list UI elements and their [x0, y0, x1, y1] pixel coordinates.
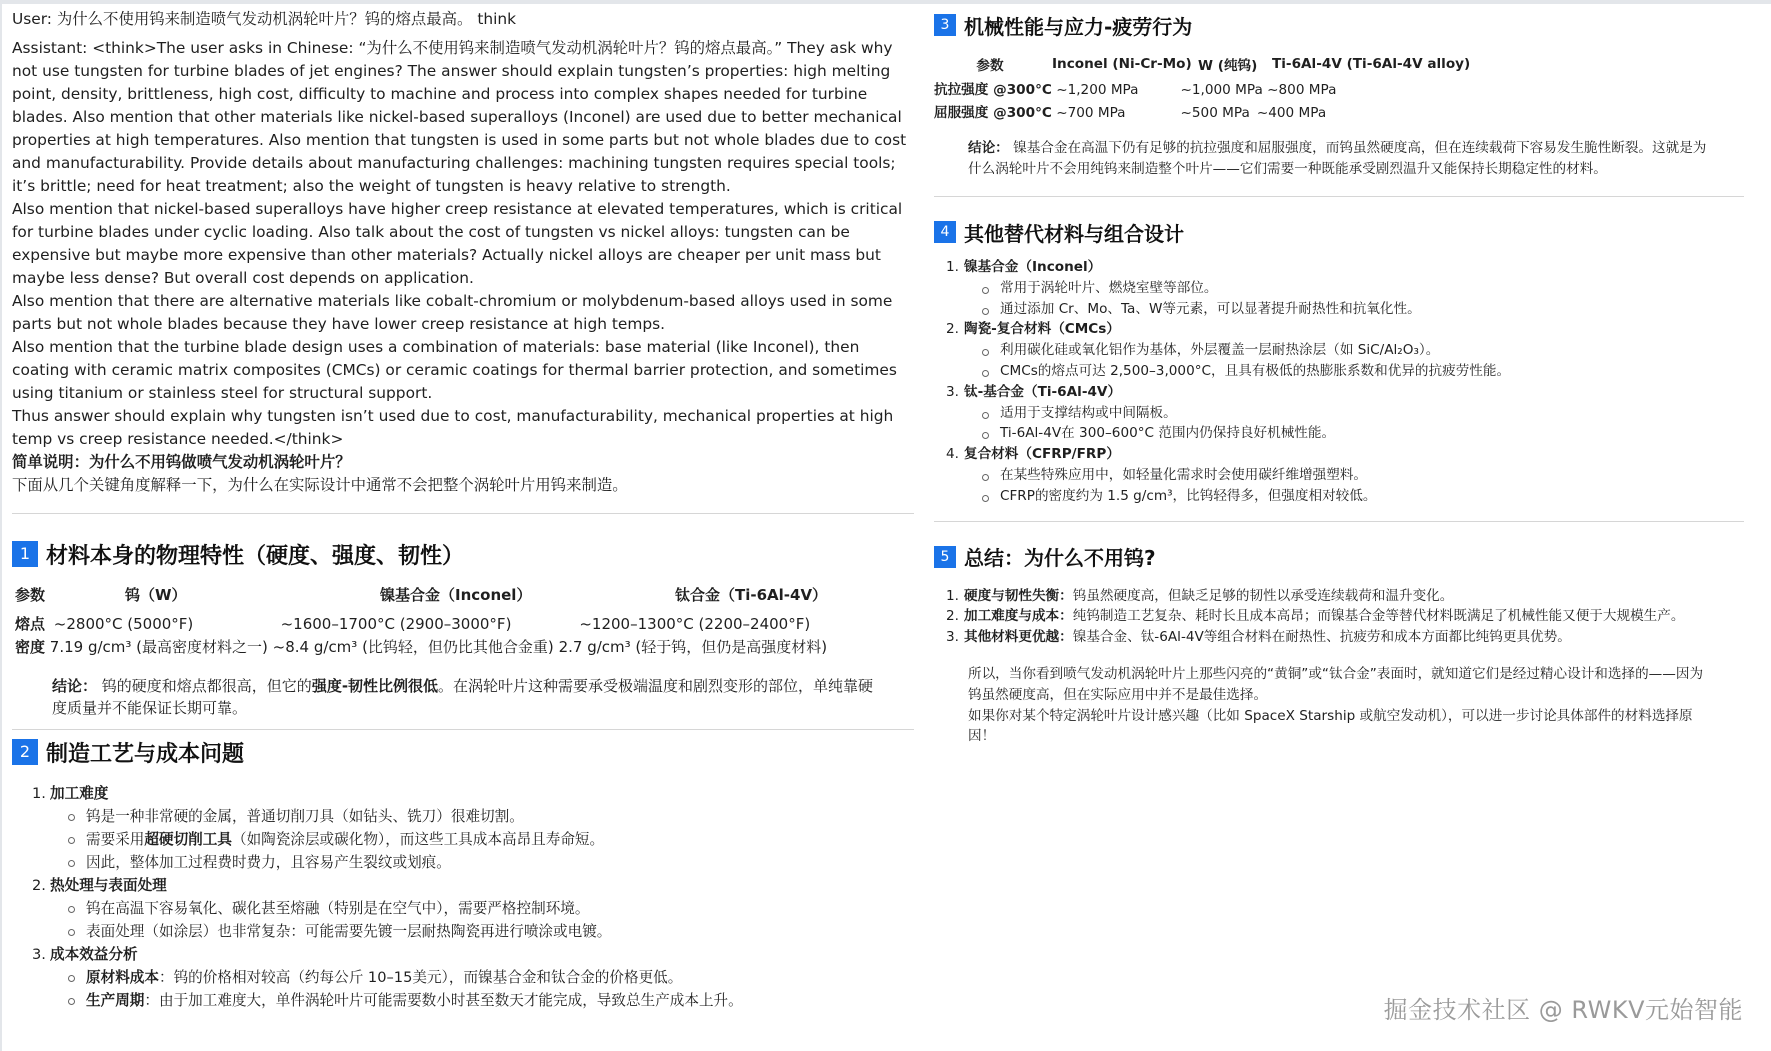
sub-list-item: 在某些特殊应用中，如轻量化需求时会使用碳纤维增强塑料。 — [978, 465, 1744, 486]
sub-list-item — [64, 989, 914, 1012]
list-number: 1. — [946, 587, 959, 604]
sub-emphasis: 原材料成本 — [86, 969, 159, 986]
list-item-title: 其他材料更优越： — [964, 629, 1073, 646]
table-row — [15, 613, 827, 636]
section-title: 总结：为什么不用钨? — [964, 546, 1156, 571]
list-item — [946, 257, 1744, 319]
divider — [934, 521, 1744, 522]
conclusion-label: 结论： — [968, 140, 1009, 156]
conclusion-label: 结论： — [52, 677, 98, 695]
table-row — [934, 103, 1476, 126]
sub-list-item — [64, 851, 914, 874]
table-header: 参数 — [976, 58, 1004, 74]
section-conclusion — [968, 138, 1714, 180]
list-number: 3. — [946, 629, 959, 646]
sub-list-item: 通过添加 Cr、Mo、Ta、W等元素，可以显著提升耐热性和抗氧化性。 — [978, 299, 1744, 320]
sub-list-item — [64, 805, 914, 828]
list-item-title: 成本效益分析 — [50, 946, 138, 963]
list-number: 1. — [946, 259, 959, 275]
conclusion-text: 钨的硬度和熔点都很高，但它的 — [101, 677, 312, 695]
sub-list-item — [64, 828, 914, 851]
sub-text: 因此，整体加工过程费时费力，且容易产生裂纹或划痕。 — [86, 854, 451, 871]
list-number: 3. — [32, 946, 46, 963]
table-header: Ti-6Al-4V (Ti-6Al-4V alloy) — [1272, 56, 1471, 72]
sub-list — [64, 897, 914, 943]
list-item-title: 硬度与韧性失衡： — [964, 587, 1073, 604]
summary-title: 简单说明：为什么不用钨做喷气发动机涡轮叶片？ — [12, 453, 351, 471]
chat-transcript — [12, 8, 914, 497]
table-cell: ~1,000 MPa — [1180, 82, 1263, 98]
list-number: 2. — [946, 608, 959, 625]
table-cell: ~1200–1300°C (2200–2400°F) — [579, 615, 811, 633]
section-title: 制造工艺与成本问题 — [46, 741, 245, 767]
table-header: 钨（W） — [125, 586, 187, 604]
sub-list-item: CMCs的熔点可达 2,500–3,000°C，且具有极低的热膨胀系数和优异的抗疲劳性能。 — [978, 361, 1744, 382]
table-cell: ~500 MPa — [1180, 105, 1250, 121]
sub-text: 钨在高温下容易氧化、碳化甚至熔融（特别是在空气中），需要严格控制环境。 — [86, 900, 590, 917]
sub-list-item: Ti-6Al-4V在 300–600°C 范围内仍保持良好机械性能。 — [978, 423, 1744, 444]
section-title: 机械性能与应力-疲劳行为 — [964, 14, 1193, 39]
table-header: 钛合金（Ti-6Al-4V） — [675, 586, 828, 604]
list-item-title: 加工难度 — [50, 785, 109, 802]
assistant-paragraph: Also mention that there are alternative materials like cobalt-chromium or molybdenum-based alloys used in some parts but not whole blades because they have lower creep resistance at high temps. — [12, 292, 893, 333]
section-summary — [934, 542, 1744, 748]
sub-list-item: 适用于支撑结构或中间隔板。 — [978, 403, 1744, 424]
list-item — [946, 586, 1744, 607]
section-alternative-materials — [934, 217, 1744, 507]
divider — [934, 196, 1744, 197]
assistant-paragraph: Thus answer should explain why tungsten isn’t used due to cost, manufacturability, mechanical properties at high temp vs creep resistance needed.</think> — [12, 407, 894, 448]
summary-list — [946, 586, 1744, 648]
sub-list — [64, 805, 914, 874]
list-item-title: 加工难度与成本： — [964, 608, 1073, 625]
left-column — [12, 4, 914, 1012]
list-item — [32, 782, 914, 874]
table-cell: ~1,200 MPa — [1056, 82, 1139, 98]
list-item — [32, 943, 914, 1012]
list-item — [946, 382, 1744, 444]
sub-list — [64, 966, 914, 1012]
section-physical-properties — [12, 538, 914, 719]
table-cell: 2.7 g/cm³ (轻于钨，但仍是高强度材料) — [558, 638, 828, 656]
table-header: W (纯钨) — [1198, 58, 1258, 74]
table-cell: ~8.4 g/cm³ (比钨轻，但仍比其他合金重) — [272, 638, 554, 656]
section-heading — [934, 542, 1744, 572]
list-item-title: 复合材料（CFRP/FRP） — [964, 446, 1120, 463]
list-number: 2. — [946, 321, 959, 338]
sub-text: 钨是一种非常硬的金属，普通切削刀具（如钻头、铣刀）很难切割。 — [86, 808, 524, 825]
sub-list-item — [64, 966, 914, 989]
sub-list — [978, 340, 1744, 382]
section-heading — [12, 736, 914, 768]
section-heading — [934, 217, 1744, 247]
section-number-badge: 1 — [12, 541, 38, 567]
table-cell: 7.19 g/cm³ (最高密度材料之一) — [49, 638, 268, 656]
sub-text: （如陶瓷涂层或碳化物），而这些工具成本高昂且寿命短。 — [231, 831, 605, 848]
table-cell-label: 熔点 — [15, 615, 46, 633]
sub-list-item — [64, 920, 914, 943]
list-item-text: 镍基合金、钛-6Al-4V等组合材料在耐热性、抗疲劳和成本方面都比纯钨更具优势。 — [1072, 629, 1571, 646]
assistant-paragraph: Also mention that nickel-based superalloys have higher creep resistance at elevated temperatures, which is critical for turbine blades under cyclic loading. Also talk about the cost of tungsten vs nickel alloys: tungsten can be expensive but maybe more expensive than other materials? Actually nickel alloys are cheaper per unit mass but maybe less dense? But overall cost depends on application. — [12, 200, 903, 287]
watermark: 掘金技术社区 @ RWKV元始智能 — [1383, 996, 1743, 1024]
list-number: 4. — [946, 446, 959, 463]
section-heading — [12, 538, 914, 570]
sub-list-item: 利用碳化硅或氧化铝作为基体，外层覆盖一层耐热涂层（如 SiC/Al₂O₃）。 — [978, 340, 1744, 361]
section-number-badge: 2 — [12, 739, 38, 765]
sub-list-item: CFRP的密度约为 1.5 g/cm³，比钨轻得多，但强度相对较低。 — [978, 486, 1744, 507]
right-column — [934, 4, 1744, 747]
sub-list — [978, 403, 1744, 445]
section-number-badge: 5 — [934, 546, 956, 568]
list-item — [946, 627, 1744, 648]
list-item-title: 热处理与表面处理 — [50, 877, 167, 894]
sub-list — [978, 465, 1744, 507]
table-cell: ~2800°C (5000°F) — [53, 615, 194, 633]
table-cell-label: 屈服强度 @300°C — [934, 105, 1052, 121]
sub-list-item — [64, 897, 914, 920]
assistant-paragraph: Also mention that the turbine blade design uses a combination of materials: base material (like Inconel), then coating with ceramic matrix composites (CMCs) or ceramic coatings for thermal barrier protection, and sometimes using titanium or stainless steel for structural support. — [12, 338, 897, 402]
table-cell: ~800 MPa — [1267, 82, 1337, 98]
table-header-row — [15, 584, 827, 613]
manufacturing-list — [32, 782, 914, 1012]
sub-list-item: 常用于涡轮叶片、燃烧室壁等部位。 — [978, 278, 1744, 299]
divider — [12, 729, 914, 730]
table-header: Inconel (Ni-Cr-Mo) — [1052, 56, 1192, 72]
list-item-title: 镍基合金（Inconel） — [964, 259, 1102, 275]
table-header-row — [934, 54, 1476, 80]
list-item-title: 钛-基合金（Ti-6Al-4V） — [964, 383, 1122, 400]
table-cell: ~700 MPa — [1056, 105, 1126, 121]
table-header: 镍基合金（Inconel） — [380, 586, 532, 604]
section-title: 材料本身的物理特性（硬度、强度、韧性） — [46, 543, 465, 569]
list-item — [946, 444, 1744, 506]
table-row — [934, 80, 1476, 103]
list-item — [946, 319, 1744, 381]
summary-text: 下面从几个关键角度解释一下，为什么在实际设计中通常不会把整个涡轮叶片用钨来制造。 — [12, 476, 628, 494]
sub-list — [978, 278, 1744, 320]
section-conclusion — [52, 675, 874, 719]
list-number: 3. — [946, 383, 959, 400]
closing-paragraph: 如果你对某个特定涡轮叶片设计感兴趣（比如 SpaceX Starship 或航空发动机），可以进一步讨论具体部件的材料选择原因！ — [968, 707, 1693, 745]
table-cell: ~1600–1700°C (2900–3000°F) — [280, 615, 512, 633]
conclusion-text: 。在涡轮叶片这种需要承受极端温度和剧烈变形的部位，单纯靠硬度质量并不能保证长期可靠。 — [52, 677, 874, 717]
sub-text: ：钨的价格相对较高（约每公斤 10–15美元），而镍基合金和钛合金的价格更低。 — [158, 969, 683, 986]
list-number: 2. — [32, 877, 46, 894]
list-number: 1. — [32, 785, 46, 802]
sub-emphasis: 生产周期 — [86, 992, 145, 1009]
conclusion-emphasis: 强度-韧性比例很低 — [311, 677, 439, 695]
table-cell-label: 抗拉强度 @300°C — [934, 82, 1052, 98]
table-cell-label: 密度 — [15, 638, 46, 656]
alternative-materials-list — [946, 257, 1744, 507]
sub-text: 需要采用 — [86, 831, 145, 848]
table-row — [15, 636, 827, 659]
divider — [12, 513, 914, 514]
list-item — [32, 874, 914, 943]
list-item-text: 纯钨制造工艺复杂、耗时长且成本高昂；而镍基合金等替代材料既满足了机械性能又便于大规模生产。 — [1072, 608, 1685, 625]
sub-text: ：由于加工难度大，单件涡轮叶片可能需要数小时甚至数天才能完成，导致总生产成本上升。 — [144, 992, 743, 1009]
closing-remarks — [968, 664, 1714, 747]
section-title: 其他替代材料与组合设计 — [964, 221, 1184, 246]
section-number-badge: 3 — [934, 14, 956, 36]
list-item — [946, 606, 1744, 627]
user-message: User: 为什么不使用钨来制造喷气发动机涡轮叶片？钨的熔点最高。 think — [12, 10, 517, 28]
sub-emphasis: 超硬切削工具 — [144, 831, 232, 848]
properties-table — [15, 584, 827, 659]
assistant-paragraph: Assistant: <think>The user asks in Chinese: “为什么不使用钨来制造喷气发动机涡轮叶片？钨的熔点最高。” They ask why not use tungsten for turbine blades of jet engines? The answer should explain tungsten’s properties: high melting point, density, brittleness, high cost, difficulty to machine and process into complex shapes needed for turbine blades. Also mention that other materials like nickel-based superalloys (Inconel) are used due to better mechanical properties at high temperatures. Also mention that tungsten is used in some parts but not whole blades due to cost and manufacturability. Provide details about manufacturing challenges: machining tungsten requires special tools; it’s brittle; need for heat treatment; also the weight of tungsten is heavy relative to strength. — [12, 39, 907, 195]
list-item-title: 陶瓷-复合材料（CMCs） — [964, 321, 1120, 338]
section-heading — [934, 10, 1744, 40]
sub-text: 表面处理（如涂层）也非常复杂：可能需要先镀一层耐热陶瓷再进行喷涂或电镀。 — [86, 923, 612, 940]
conclusion-text: 镍基合金在高温下仍有足够的抗拉强度和屈服强度，而钨虽然硬度高，但在连续载荷下容易发生脆性断裂。这就是为什么涡轮叶片不会用纯钨来制造整个叶片——它们需要一种既能承受剧烈温升又能保持长期稳定性的材料。 — [968, 140, 1707, 177]
section-number-badge: 4 — [934, 221, 956, 243]
list-item-text: 钨虽然硬度高，但缺乏足够的韧性以承受连续载荷和温升变化。 — [1072, 587, 1454, 604]
section-mechanical-performance — [934, 10, 1744, 180]
mechanical-table — [934, 54, 1476, 126]
table-cell: ~400 MPa — [1256, 105, 1327, 121]
table-header: 参数 — [15, 586, 46, 604]
section-manufacturing-cost — [12, 736, 914, 1012]
closing-paragraph: 所以，当你看到喷气发动机涡轮叶片上那些闪亮的“黄铜”或“钛合金”表面时，就知道它们是经过精心设计和选择的——因为钨虽然硬度高，但在实际应用中并不是最佳选择。 — [968, 665, 1704, 703]
